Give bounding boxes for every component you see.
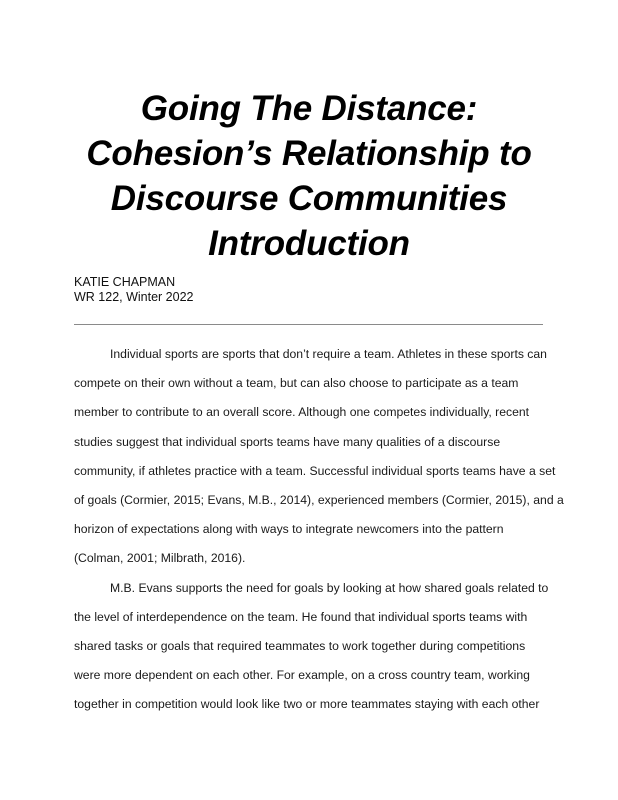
paragraph-line: horizon of expectations along with ways to integrate newcomers into the pattern: [74, 522, 504, 537]
paragraph-line: of goals (Cormier, 2015; Evans, M.B., 2014), experienced members (Cormier, 2015), and a: [74, 492, 564, 507]
body-text: [74, 340, 564, 719]
paragraph-1: [74, 340, 564, 574]
paper-title: [40, 86, 578, 266]
paragraph-line: community, if athletes practice with a team. Successful individual sports teams have a set: [74, 463, 556, 478]
paragraph-line: together in competition would look like two or more teammates staying with each other: [74, 697, 540, 712]
paragraph-line: studies suggest that individual sports teams have many qualities of a discourse: [74, 434, 501, 449]
paragraph-line: the level of interdependence on the team. He found that individual sports teams with: [74, 609, 528, 624]
horizontal-divider: [74, 324, 543, 325]
paragraph-2: [74, 574, 549, 720]
paragraph-line: were more dependent on each other. For example, on a cross country team, working: [74, 668, 530, 683]
paragraph-line: Individual sports are sports that don’t require a team. Athletes in these sports can: [110, 347, 547, 361]
title-line-4: Introduction: [208, 224, 410, 263]
paragraph-line: shared tasks or goals that required teammates to work together during competitions: [74, 638, 526, 653]
title-line-2: Cohesion’s Relationship to: [86, 134, 532, 173]
paragraph-line: compete on their own without a team, but can also choose to participate as a team: [74, 376, 519, 391]
title-line-3: Discourse Communities: [110, 179, 508, 218]
paragraph-line: (Colman, 2001; Milbrath, 2016).: [74, 551, 246, 566]
title-line-1: Going The Distance:: [140, 89, 478, 128]
paragraph-line: member to contribute to an overall score. Although one competes individually, recent: [74, 405, 530, 420]
course-info: WR 122, Winter 2022: [74, 290, 194, 304]
paragraph-line: M.B. Evans supports the need for goals by looking at how shared goals related to: [110, 580, 549, 595]
author-name: KATIE CHAPMAN: [74, 275, 176, 289]
author-block: [74, 275, 194, 305]
